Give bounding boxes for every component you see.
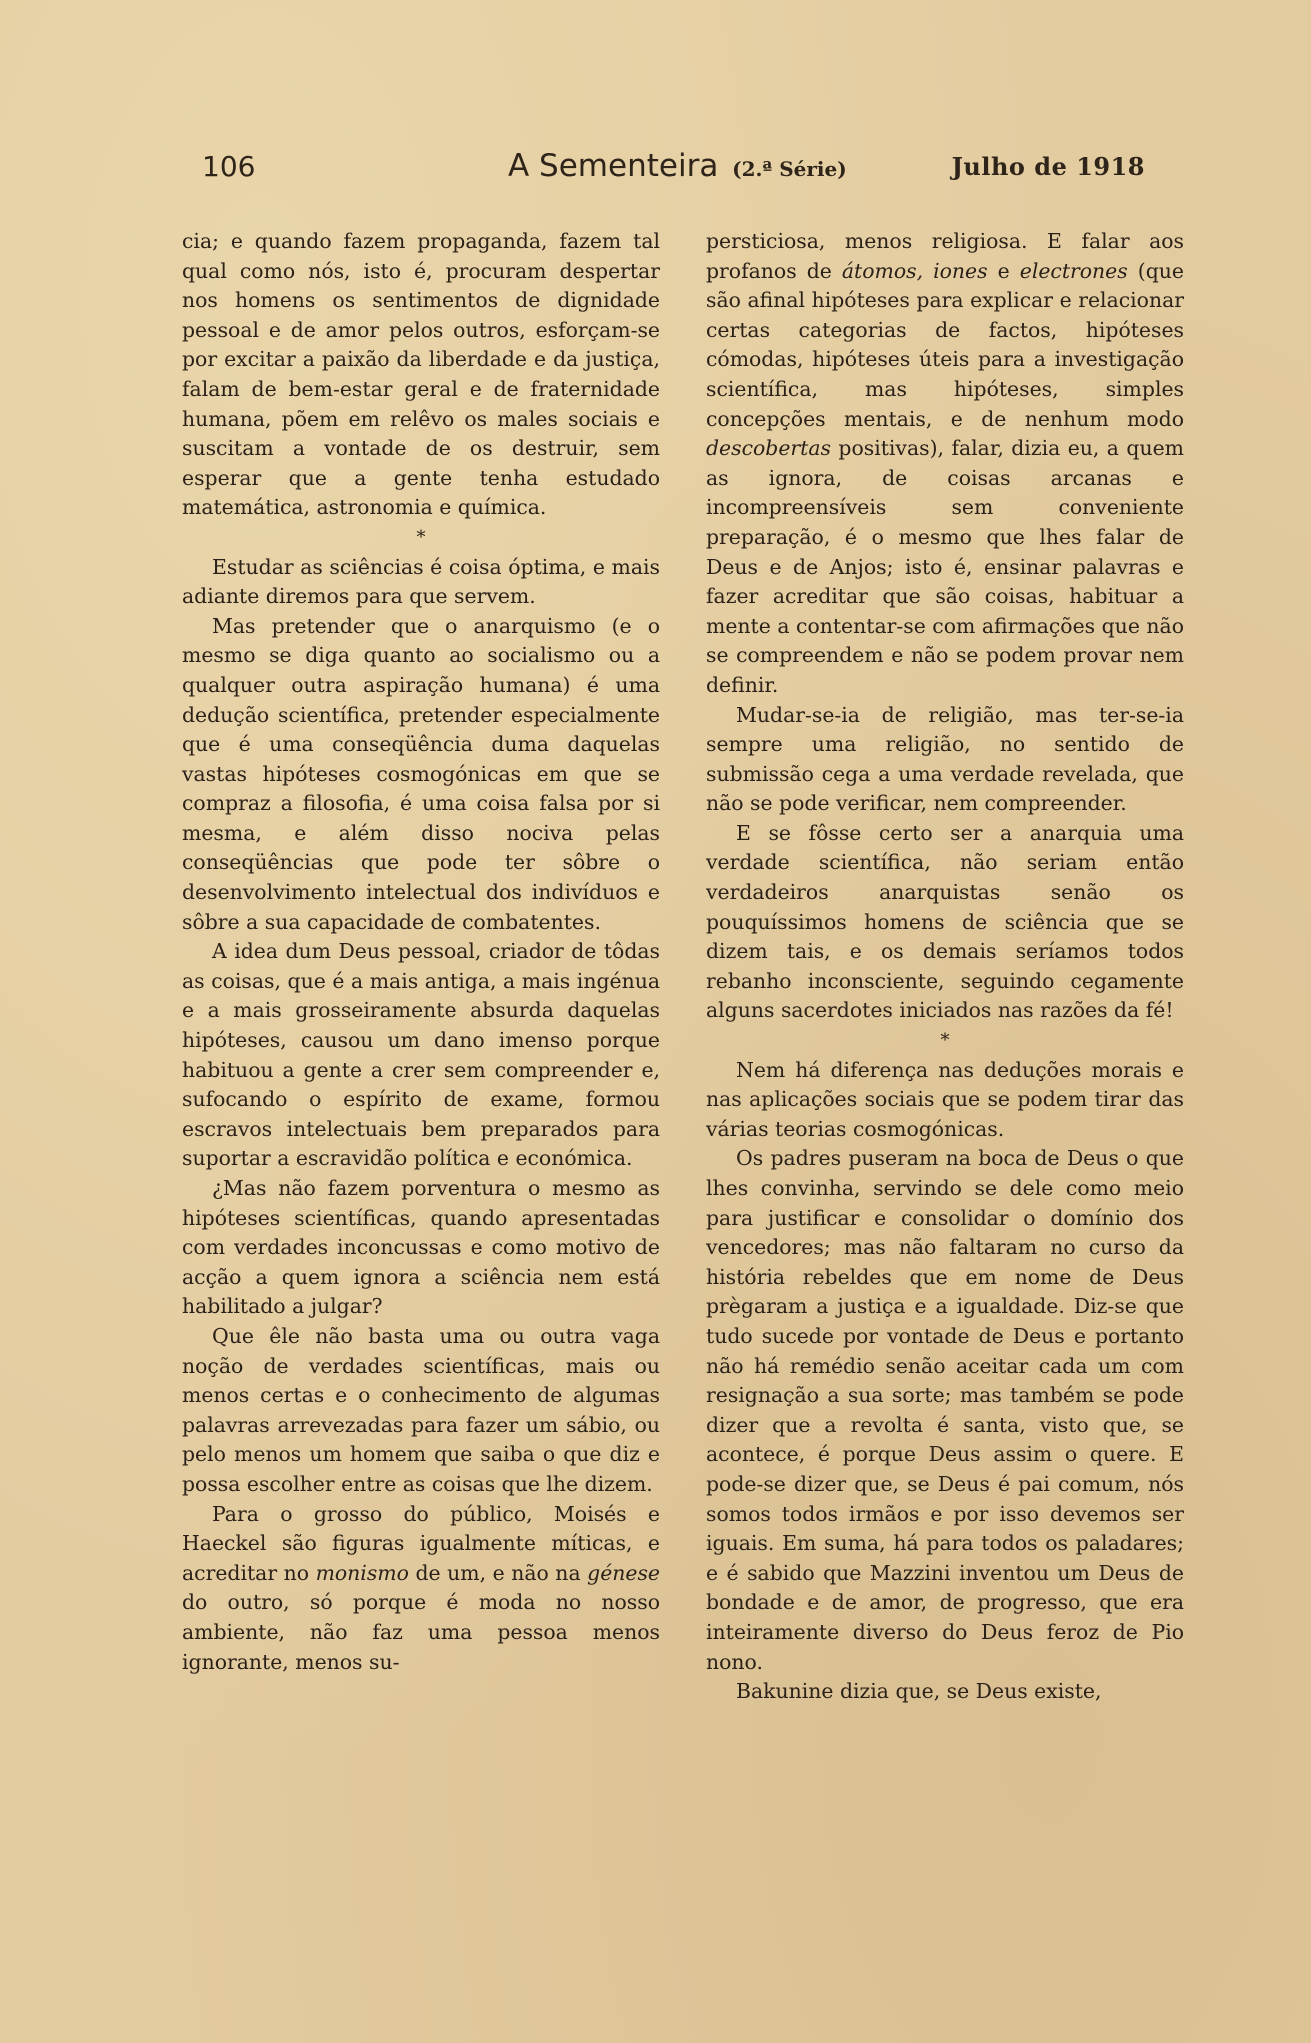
- paragraph: Que êle não basta uma ou outra vaga noção de verdades scientíficas, mais ou menos certas e o conhecimento de algumas palavras arrevezadas para fazer um sábio, ou pelo menos um homem que saiba o que diz e possa escolher entre as coisas que lhe dizem.: [182, 1323, 660, 1496]
- paragraph: Os padres puseram na boca de Deus o que lhes convinha, servindo se dele como meio para justificar e consolidar o domínio dos vencedores; mas não faltaram no curso da história rebeldes que em nome de Deus prègaram a justiça e a igualdade. Diz-se que tudo sucede por vontade de Deus e portanto não há remédio senão aceitar cada um com resignação a sua sorte; mas também se pode dizer que a revolta é santa, visto que, se acontece, é porque Deus assim o quere. E pode-se dizer que, se Deus é pai comum, nós somos todos irmãos e por isso devemos ser iguais. Em suma, há para todos os paladares; e é sabido que Mazzini inventou um Deus de bondade e de amor, de progresso, que era inteiramente diverso do Deus feroz de Pio nono.: [706, 1146, 1184, 1674]
- issue-date: Julho de 1918: [951, 152, 1145, 181]
- paragraph: Bakunine dizia que, se Deus existe,: [736, 1679, 1102, 1704]
- right-column: [706, 227, 1184, 1707]
- journal-series: (2.ª Série): [732, 157, 847, 181]
- text-run: (que são afinal hipóteses para explicar e relacionar certas categorias de factos, hipóteses cómodas, hipóteses úteis para a investigação scientífica, mas hipóteses, simples concepções mentais, e de nenhum modo: [706, 258, 1184, 431]
- journal-name: A Sementeira: [508, 148, 719, 184]
- paragraph: Mas pretender que o anarquismo (e o mesmo se diga quanto ao socialismo ou a qualquer outra aspiração humana) é uma dedução scientífica, pretender especialmente que é uma conseqüência duma daquelas vastas hipóteses cosmogónicas em que se compraz a filosofia, é uma coisa falsa por si mesma, e além disso nociva pelas conseqüências que pode ter sôbre o desenvolvimento intelectual dos indivíduos e sôbre a sua capacidade de combatentes.: [182, 613, 660, 934]
- paragraph: A idea dum Deus pessoal, criador de tôdas as coisas, que é a mais antiga, a mais ingénua e a mais grosseiramente absurda daquelas hipóteses, causou um dano imenso porque habituou a gente a crer sem compreender e, sufocando o espírito de exame, formou escravos intelectuais bem preparados para suportar a escravidão política e económica.: [182, 939, 660, 1171]
- italic-term: monismo: [315, 1560, 409, 1585]
- paragraph: ¿Mas não fazem porventura o mesmo as hipóteses scientíficas, quando apresentadas com verdades inconcussas e como motivo de acção a quem ignora a sciência nem está habilitado a julgar?: [182, 1176, 660, 1319]
- text-run: positivas), falar, dizia eu, a quem as ignora, de coisas arcanas e incompreensíveis sem conveniente preparação, é o mesmo que lhes falar de Deus e de Anjos; isto é, ensinar palavras e fazer acreditar que são coisas, habituar a mente a contentar-se com afirmações que não se compreendem e não se podem provar nem definir.: [706, 436, 1184, 697]
- text-run: e: [987, 258, 1020, 283]
- paragraph: Estudar as sciências é coisa óptima, e mais adiante diremos para que servem.: [182, 554, 660, 609]
- italic-term: átomos, iones: [841, 258, 988, 283]
- paragraph: Mudar-se-ia de religião, mas ter-se-ia sempre uma religião, no sentido de submissão cega a uma verdade revelada, que não se pode verificar, nem compreender.: [706, 702, 1184, 816]
- page-number: 106: [202, 150, 256, 183]
- italic-term: electrones: [1019, 258, 1128, 283]
- text-run: de um, e não na: [408, 1560, 588, 1585]
- paragraph: Nem há diferença nas deduções morais e nas aplicações sociais que se podem tirar das várias teorias cosmogónicas.: [706, 1057, 1184, 1141]
- text-run: Para o grosso do público, Moisés e Haeckel são figuras igualmente míticas, e acreditar no: [182, 1501, 660, 1585]
- text-run: do outro, só porque é moda no nosso ambiente, não faz uma pessoa menos ignorante, menos su-: [182, 1590, 660, 1674]
- left-column: [182, 227, 660, 1677]
- paragraph: E se fôsse certo ser a anarquia uma verdade scientífica, não seriam então verdadeiros anarquistas senão os pouquíssimos homens de sciência que se dizem tais, e os demais seríamos todos rebanho inconsciente, seguindo cegamente alguns sacerdotes iniciados nas razões da fé!: [706, 820, 1184, 1023]
- section-separator: *: [416, 526, 426, 548]
- page-header: [180, 150, 1145, 190]
- italic-term: descobertas: [706, 436, 831, 461]
- text-run: persticiosa, menos religiosa. E falar aos profanos de: [706, 229, 1184, 283]
- paragraph: [182, 1500, 660, 1678]
- paragraph: [706, 227, 1184, 701]
- journal-title: [508, 148, 847, 184]
- italic-term: génese: [587, 1560, 660, 1585]
- section-separator: *: [940, 1030, 950, 1052]
- paragraph: cia; e quando fazem propaganda, fazem tal qual como nós, isto é, procuram despertar nos homens os sentimentos de dignidade pessoal e de amor pelos outros, esforçam-se por excitar a paixão da liberdade e da justiça, falam de bem-estar geral e de fraternidade humana, põem em relêvo os males sociais e suscitam a vontade de os destruir, sem esperar que a gente tenha estudado matemática, astronomia e química.: [182, 229, 660, 520]
